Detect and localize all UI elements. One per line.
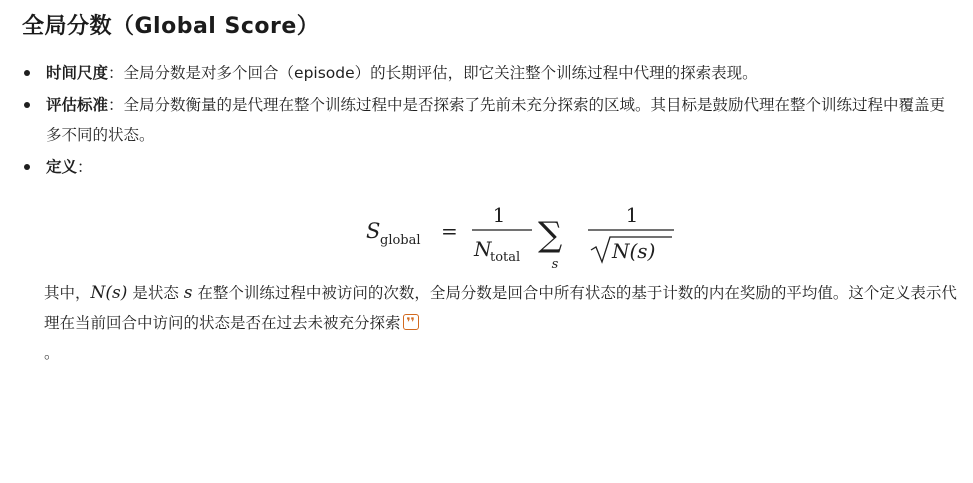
formula-frac2-num: 1 [625, 203, 639, 227]
explanation-text-1: 其中， [44, 284, 91, 302]
citation-icon[interactable]: ❜❜ [403, 314, 419, 330]
formula-equals: = [441, 219, 458, 243]
explanation-paragraph [44, 278, 964, 368]
explanation-text-2: 是状态 [127, 284, 184, 302]
bullet-term: 评估标准 [46, 96, 109, 114]
bullet-item-definition [22, 152, 953, 182]
bullet-list [22, 58, 953, 182]
bullet-term: 时间尺度 [46, 64, 109, 82]
bullet-term: 定义 [46, 158, 78, 176]
formula-frac1-den: N [474, 237, 492, 261]
formula-frac1-num: 1 [492, 203, 506, 227]
formula-frac2-den: N(s) [612, 239, 656, 263]
explanation-text-4: 。 [44, 344, 60, 362]
formula-frac1-den-sub: total [490, 250, 521, 265]
formula-sum: ∑ [538, 215, 563, 255]
explanation-text-3: 在整个训练过程中被访问的次数，全局分数是回合中所有状态的基于计数的内在奖励的平均值。这个定义表示代理在当前回合中访问的状态是否在过去未被充分探索 [44, 284, 957, 332]
bullet-text: 全局分数是对多个回合（episode）的长期评估，即它关注整个训练过程中代理的探索表现。 [123, 64, 758, 82]
explanation-math-s: s [183, 283, 193, 303]
section-title: 全局分数（Global Score） [22, 14, 320, 39]
bullet-colon: ： [108, 64, 124, 82]
formula-svg [362, 192, 682, 272]
bullet-colon: ： [77, 158, 93, 176]
formula-sum-sub: s [551, 257, 559, 272]
formula-lhs: S [366, 219, 381, 243]
explanation-math-ns: N(s) [90, 283, 128, 303]
bullet-item-time-scale [22, 58, 953, 88]
bullet-item-criteria [22, 90, 953, 150]
bullet-text: 全局分数衡量的是代理在整个训练过程中是否探索了先前未充分探索的区域。其目标是鼓励代理在整个训练过程中覆盖更多不同的状态。 [46, 96, 946, 144]
bullet-colon: ： [108, 96, 124, 114]
formula-lhs-sub: global [380, 233, 421, 248]
formula-block [22, 192, 953, 272]
